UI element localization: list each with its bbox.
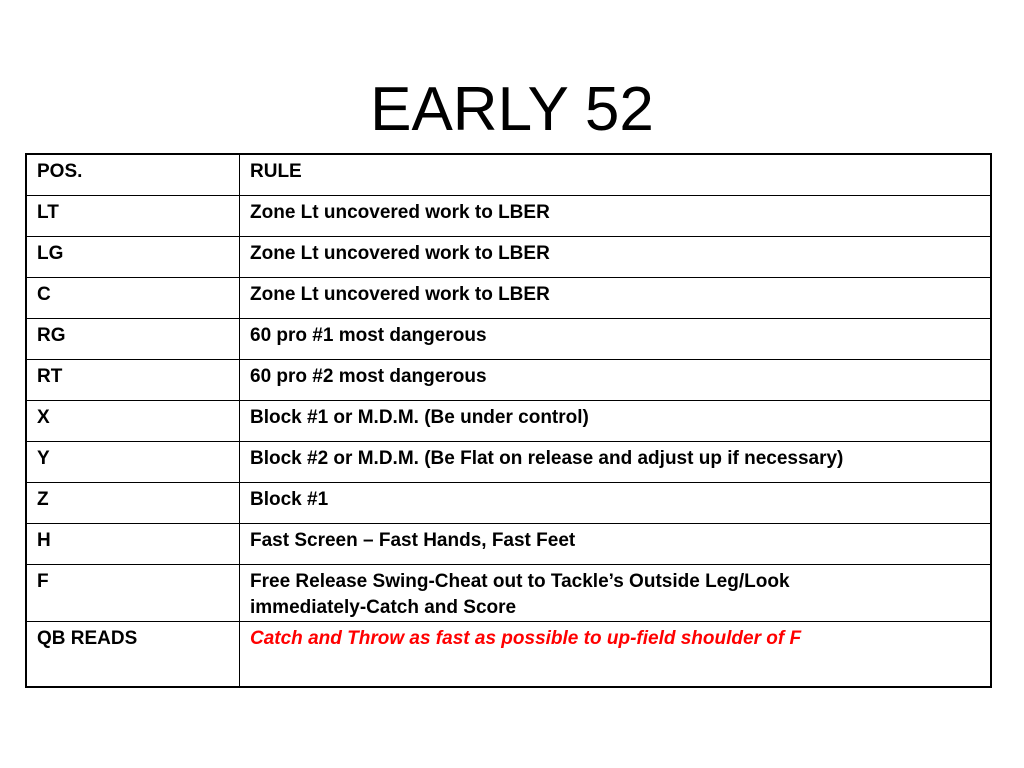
table-row (26, 622, 991, 688)
header-rule: RULE (240, 154, 992, 196)
rule-cell: 60 pro #2 most dangerous (240, 360, 992, 401)
table-row (26, 565, 991, 622)
table-row (26, 278, 991, 319)
rule-cell: Block #2 or M.D.M. (Be Flat on release and adjust up if necessary) (240, 442, 992, 483)
rule-cell: Block #1 or M.D.M. (Be under control) (240, 401, 992, 442)
rule-cell: Fast Screen – Fast Hands, Fast Feet (240, 524, 992, 565)
table-row (26, 196, 991, 237)
header-pos: POS. (26, 154, 240, 196)
table-row (26, 483, 991, 524)
slide-title: EARLY 52 (370, 75, 654, 144)
rules-table (25, 153, 992, 688)
rule-line-1: Free Release Swing-Cheat out to Tackle’s Outside Leg/Look (250, 571, 790, 592)
pos-cell: F (26, 565, 240, 622)
rule-line-2: immediately-Catch and Score (250, 597, 517, 618)
pos-cell: RG (26, 319, 240, 360)
pos-cell: LT (26, 196, 240, 237)
rule-cell: Zone Lt uncovered work to LBER (240, 237, 992, 278)
rule-cell: Block #1 (240, 483, 992, 524)
rule-cell (240, 565, 992, 622)
table-row (26, 237, 991, 278)
rule-cell: Zone Lt uncovered work to LBER (240, 278, 992, 319)
pos-cell: LG (26, 237, 240, 278)
pos-cell: Y (26, 442, 240, 483)
pos-cell: C (26, 278, 240, 319)
table-row (26, 442, 991, 483)
table-header-row (26, 154, 991, 196)
table-row (26, 524, 991, 565)
table-row (26, 360, 991, 401)
pos-cell: QB READS (26, 622, 240, 688)
rule-cell: Zone Lt uncovered work to LBER (240, 196, 992, 237)
qb-reads-rule-cell: Catch and Throw as fast as possible to up-field shoulder of F (240, 622, 992, 688)
table-row (26, 319, 991, 360)
pos-cell: X (26, 401, 240, 442)
pos-cell: Z (26, 483, 240, 524)
rule-cell: 60 pro #1 most dangerous (240, 319, 992, 360)
pos-cell: H (26, 524, 240, 565)
pos-cell: RT (26, 360, 240, 401)
table-row (26, 401, 991, 442)
